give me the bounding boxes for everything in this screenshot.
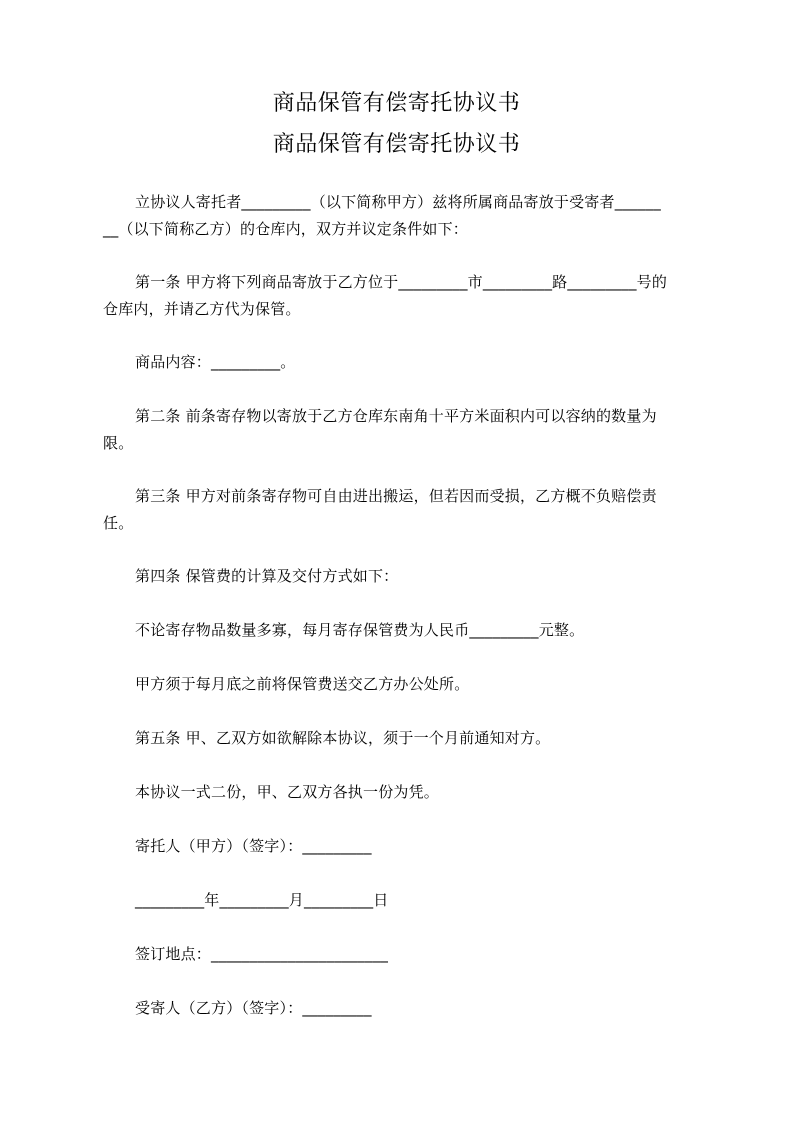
article-1-line-2: 仓库内，并请乙方代为保管。 — [103, 300, 301, 318]
payment-clause: 甲方须于每月底之前将保管费送交乙方办公处所。 — [135, 675, 470, 693]
document-body — [103, 189, 701, 1022]
article-1-line-1: 第一条 甲方将下列商品寄放于乙方位于_________市_________路_________号的 — [135, 273, 668, 291]
document-title-repeat: 商品保管有偿寄托协议书 — [272, 132, 521, 157]
signing-place: 签订地点：_______________________ — [135, 945, 389, 963]
copies-clause: 本协议一式二份，甲、乙双方各执一份为凭。 — [135, 783, 440, 801]
article-2-line-1: 第二条 前条寄存物以寄放于乙方仓库东南角十平方米面积内可以容纳的数量为 — [135, 407, 657, 425]
article-3-line-1: 第三条 甲方对前条寄存物可自由进出搬运，但若因而受损，乙方概不负赔偿责 — [135, 487, 657, 505]
intro-line-2: __（以下简称乙方）的仓库内，双方并议定条件如下： — [103, 220, 469, 238]
intro-line-1: 立协议人寄托者_________（以下简称甲方）兹将所属商品寄放于受寄者______ — [135, 193, 661, 211]
article-2-line-2: 限。 — [103, 434, 134, 452]
party-b-signature: 受寄人（乙方）（签字）：_________ — [135, 999, 372, 1017]
article-4: 第四条 保管费的计算及交付方式如下： — [135, 567, 399, 585]
document-title: 商品保管有偿寄托协议书 — [272, 91, 521, 116]
signing-date: _________年_________月_________日 — [135, 891, 389, 909]
article-5: 第五条 甲、乙双方如欲解除本协议，须于一个月前通知对方。 — [135, 729, 551, 747]
fee-clause: 不论寄存物品数量多寡，每月寄存保管费为人民币_________元整。 — [135, 621, 585, 639]
goods-content: 商品内容：_________。 — [135, 353, 296, 371]
article-3-line-2: 任。 — [103, 514, 134, 532]
party-a-signature: 寄托人（甲方）（签字）：_________ — [135, 837, 372, 855]
